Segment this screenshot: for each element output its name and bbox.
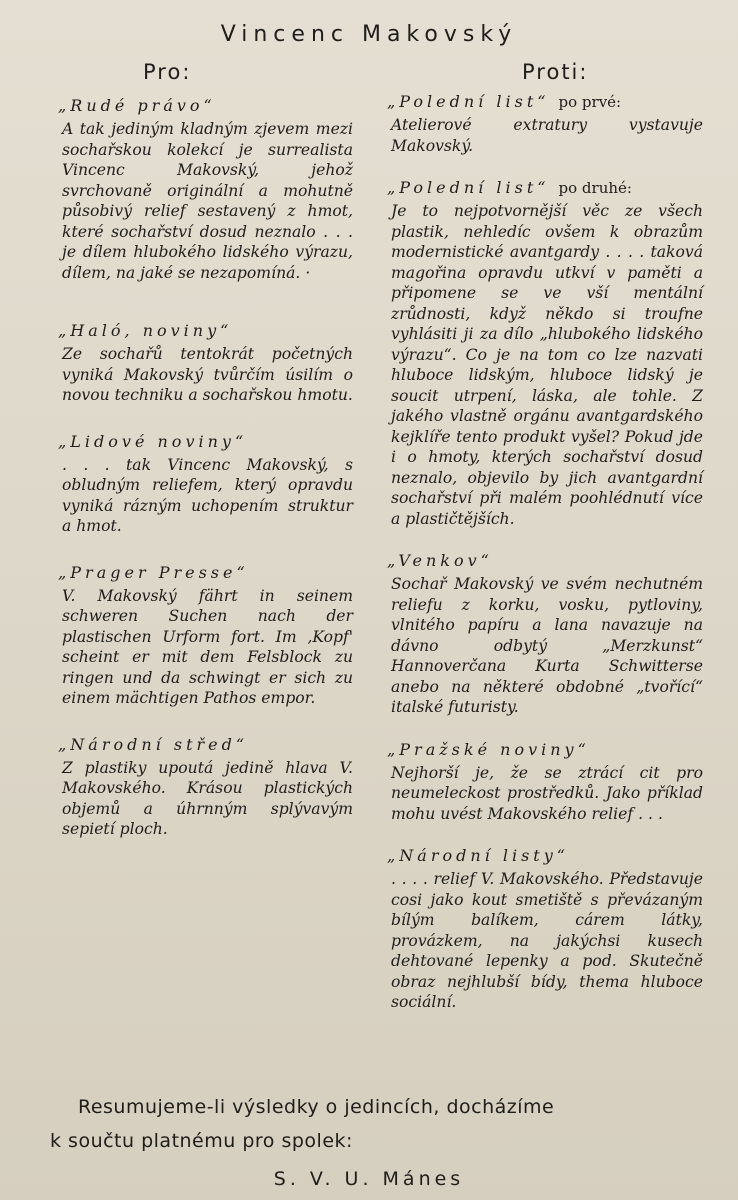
review-text: . . . . relief V. Makovského. Představuje cosi jako kout smetiště s převázaným bílým balíkem, cárem látky, provázkem, na jakýchsi kusech dehtované lepenky a pod. Skutečně obraz nejhlubší bídy, thema hluboce sociální. — [391, 870, 703, 1011]
review-text: Ze sochařů tentokrát početných vyniká Makovský tvůrčím úsilím o novou techniku a sochařskou hmotu. — [62, 345, 353, 404]
review-text: Sochař Makovský ve svém nechutném reliefu z korku, vosku, pytloviny, vlnitého papíru a lana navazuje na dávno odbytý „Merzkunst“ Hannoverčana Kurta Schwitterse anebo na některé obdobné „tvořící“ italské futuristy. — [391, 575, 703, 716]
pro-review — [58, 432, 353, 537]
pro-review — [58, 563, 353, 709]
pro-heading: Pro: — [143, 60, 192, 84]
review-source: „Prager Presse“ — [58, 562, 249, 582]
review-text: . . . tak Vincenc Makovský, s obludným reliefem, který opravdu vyniká rázným uchopením struktur a hmot. — [62, 455, 353, 535]
review-source: „Haló, noviny“ — [58, 321, 233, 340]
pro-review — [58, 96, 353, 283]
page-title: Vincenc Makovský — [220, 22, 518, 47]
summary-line: k součtu platnému pro spolek: — [50, 1130, 353, 1152]
summary-line: Resumujeme-li výsledky o jedincích, docházíme — [78, 1096, 555, 1118]
proti-review — [387, 740, 703, 825]
proti-review — [387, 551, 703, 718]
review-text: A tak jediným kladným zjevem mezi sochařskou kolekcí je surrealista Vincenc Makovský, jehož svrchovaně originální a mohutně působivý relief sestavený z hmot, které sochařství dosud neznalo . . . je dílem hlubokého lidského výrazu, dílem, na jaké se nezapomíná. · — [62, 120, 353, 282]
proti-heading: Proti: — [522, 60, 589, 84]
pro-review — [58, 321, 353, 406]
review-source: „Pražské noviny“ — [387, 739, 590, 759]
review-source: „Polední list“ po prvé: — [387, 92, 622, 111]
review-text: V. Makovský fährt in seinem schweren Suchen nach der plastischen Urform fort. Im ‚Kopf' scheint er mit dem Felsblock zu ringen und da schwingt er sich zu einem mächtigen Pathos empor. — [62, 586, 353, 707]
proti-review — [387, 92, 703, 156]
review-source: „Venkov“ — [387, 551, 493, 570]
review-source: „Lidové noviny“ — [58, 431, 248, 451]
pro-column — [58, 96, 353, 866]
review-source: „Rudé právo“ — [58, 96, 216, 115]
review-source: „Polední list“ po druhé: — [387, 178, 632, 197]
organization-name: S. V. U. Mánes — [273, 1168, 465, 1190]
review-source: „Národní střed“ — [58, 734, 249, 754]
proti-review — [387, 178, 703, 529]
review-text: Je to nejpotvornější věc ze všech plastik, nehledíc ovšem k obrazům modernistické avantgardy . . . . taková magořina opravdu utkví v paměti a připomene se ve vší mentální zrůdnosti, když někdo si troufne vyhlásiti ji za dílo „hlubokého lidského výrazu“. Co je na tom co lze nazvati hluboce lidským, hluboce lidský je soucit utrpení, láska, ale tohle. Z jakého vlastně orgánu avantgardského kejklíře tento produkt vyšel? Pokud jde i o hmoty, kterých sochařství dosud neznalo, objevilo by jich avantgardní sochařství při malém poohlédnutí více a plastičtějších. — [391, 202, 703, 528]
proti-review — [387, 846, 703, 1013]
review-text: Z plastiky upoutá jedině hlava V. Makovského. Krásou plastických objemů a úhrnným splývavým sepietí ploch. — [62, 758, 353, 838]
proti-column — [387, 92, 703, 1035]
review-text: Nejhorší je, že se ztrácí cit pro neumeleckost prostředků. Jako příklad mohu uvést Makovského relief . . . — [391, 763, 703, 823]
summary-text — [50, 1090, 705, 1158]
review-source-suffix: po druhé: — [558, 179, 632, 197]
review-text: Atelierové extratury vystavuje Makovský. — [391, 116, 703, 155]
pro-review — [58, 735, 353, 840]
review-source-suffix: po prvé: — [558, 93, 622, 111]
review-source: „Národní listy“ — [387, 846, 569, 865]
